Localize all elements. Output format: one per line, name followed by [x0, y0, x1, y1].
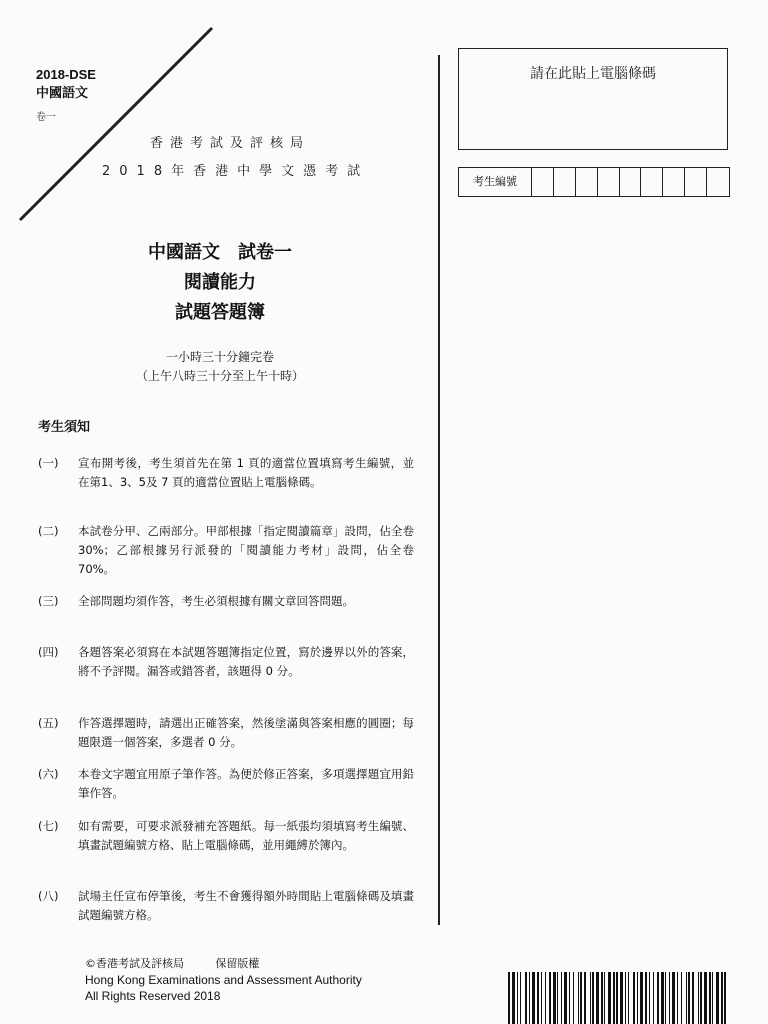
- notice-item-text: 宣布開考後，考生須首先在第 1 頁的適當位置填寫考生編號，並在第1、3、5及 7 頁的適當位置貼上電腦條碼。: [78, 456, 414, 489]
- notice-item: [38, 643, 414, 681]
- notice-item-number: (三): [38, 594, 59, 608]
- paper-title-line2: 閱讀能力: [184, 272, 256, 293]
- authority-name: 香港考試及評核局: [150, 136, 311, 151]
- barcode-image: [508, 972, 730, 1024]
- paper-title-line1: 中國語文 試卷一: [148, 242, 292, 263]
- notice-item-text: 作答選擇題時，請選出正確答案，然後塗滿與答案相應的圓圈；每題限選一個答案，多選者 0 分。: [78, 716, 414, 749]
- notice-item: [38, 522, 414, 579]
- candidate-number-field[interactable]: [458, 167, 730, 197]
- candidate-digit-cell[interactable]: [663, 168, 685, 196]
- diagonal-slash-line: [12, 20, 222, 230]
- candidate-digit-cell[interactable]: [707, 168, 729, 196]
- candidate-digit-cell[interactable]: [532, 168, 554, 196]
- copyright-en-line2: All Rights Reserved 2018: [85, 989, 221, 1003]
- barcode-sticker-area[interactable]: [458, 48, 728, 150]
- notice-item-text: 本試卷分甲、乙兩部分。甲部根據「指定閱讀篇章」設問，佔全卷30%；乙部根據另行派發的「閱讀能力考材」設問，佔全卷70%。: [78, 524, 414, 576]
- candidate-digit-cell[interactable]: [576, 168, 598, 196]
- notice-item-text: 全部問題均須作答，考生必須根據有關文章回答問題。: [78, 594, 354, 608]
- copyright-cjk: ©香港考試及評核局: [85, 957, 184, 970]
- notice-item: [38, 887, 414, 925]
- candidate-digit-cell[interactable]: [685, 168, 707, 196]
- paper-title-line3: 試題答題簿: [175, 302, 265, 323]
- notice-item-number: (五): [38, 716, 59, 730]
- duration-length: 一小時三十分鐘完卷: [165, 350, 274, 364]
- notice-heading: 考生須知: [38, 420, 91, 435]
- notice-item-number: (八): [38, 889, 59, 903]
- notice-item-text: 如有需要，可要求派發補充答題紙。每一紙張均須填寫考生編號、填畫試題編號方格、貼上電腦條碼，並用繩縛於簿內。: [78, 819, 414, 852]
- notice-item-number: (七): [38, 819, 59, 833]
- notice-item-number: (六): [38, 767, 59, 781]
- notice-item: [38, 714, 414, 752]
- rights-reserved-cjk: 保留版權: [215, 957, 260, 970]
- notice-item-number: (一): [38, 456, 59, 470]
- copyright-en-line1: Hong Kong Examinations and Assessment Authority: [85, 973, 362, 987]
- candidate-digit-cell[interactable]: [598, 168, 620, 196]
- notice-item-text: 試場主任宣布停筆後，考生不會獲得額外時間貼上電腦條碼及填畫試題編號方格。: [78, 889, 414, 922]
- exam-code: 2018-DSE: [36, 67, 96, 82]
- notice-item-text: 各題答案必須寫在本試題答題簿指定位置，寫於邊界以外的答案，將不予評閱。漏答或錯答者，該題得 0 分。: [78, 645, 414, 678]
- paper-label: 卷一: [36, 112, 56, 123]
- candidate-digit-cell[interactable]: [554, 168, 576, 196]
- duration-time: （上午八時三十分至上午十時）: [135, 369, 304, 383]
- notice-item: [38, 592, 414, 611]
- candidate-digit-cell[interactable]: [641, 168, 663, 196]
- column-divider: [438, 55, 440, 925]
- candidate-number-label: 考生編號: [459, 168, 532, 196]
- notice-item: [38, 765, 414, 803]
- exam-name: 2018年香港中學文憑考試: [102, 164, 370, 179]
- candidate-digit-cell[interactable]: [620, 168, 642, 196]
- notice-item: [38, 817, 414, 855]
- copyright-cjk-line: [85, 955, 259, 972]
- barcode-sticker-label: 請在此貼上電腦條碼: [530, 66, 656, 82]
- subject-label: 中國語文: [36, 86, 89, 101]
- notice-item-number: (四): [38, 645, 59, 659]
- notice-item-text: 本卷文字題宜用原子筆作答。為便於修正答案，多項選擇題宜用鉛筆作答。: [78, 767, 414, 800]
- notice-item: [38, 454, 414, 492]
- notice-item-number: (二): [38, 524, 59, 538]
